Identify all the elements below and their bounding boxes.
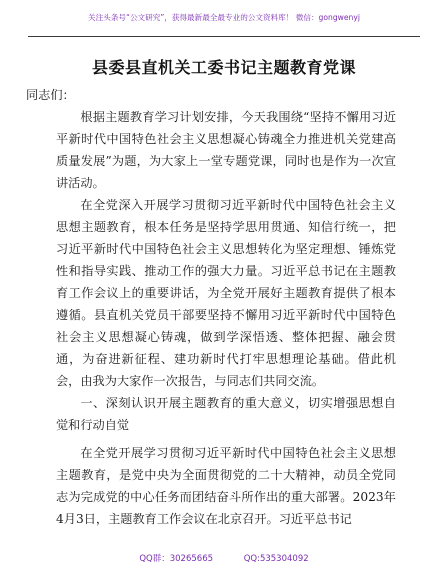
salutation: 同志们： xyxy=(26,88,75,102)
footer-qq: QQ:535304092 xyxy=(243,554,309,564)
document-title: 县委县直机关工委书记主题教育党课 xyxy=(91,58,356,77)
section-heading-one: 一、深刻认识开展主题教育的重大意义，切实增强思想自觉和行动自觉 xyxy=(56,396,396,432)
header-divider xyxy=(28,36,420,37)
document-body xyxy=(26,84,396,530)
paragraph-section-one: 在全党开展学习贯彻习近平新时代中国特色社会主义思想主题教育，是党中央为全面贯彻党的二十大精神，动员全党同志为完成党的中心任务而团结奋斗所作出的重大部署。2023年4月3日，主题教育工作会议在北京召开。习近平总书记 xyxy=(56,446,396,526)
paragraph-main: 在全党深入开展学习贯彻习近平新时代中国特色社会主义思想主题教育，根本任务是坚持学思用贯通、知信行统一，把习近平新时代中国特色社会主义思想转化为坚定理想、锤炼党性和指导实践、推动工作的强大力量。习近平总书记在主题教育工作会议上的重要讲话，为全党开展好主题教育提供了根本遵循。县直机关党员干部要坚持不懈用习近平新时代中国特色社会主义思想凝心铸魂，做到学深悟透、整体把握、融会贯通，为奋进新征程、建功新时代打牢思想理论基础。借此机会，由我为大家作一次报告，与同志们共同交流。 xyxy=(56,198,396,388)
footer-contact xyxy=(0,552,448,564)
paragraph-intro: 根据主题教育学习计划安排，今天我围绕“坚持不懈用习近平新时代中国特色社会主义思想凝心铸魂全力推进机关党建高质量发展”为题，为大家上一堂专题党课，同时也是作为一次宣讲活动。 xyxy=(56,110,396,190)
header-promo-note: 关注头条号“公文研究”，获得最新最全最专业的公文资料库！ 微信：gongwenyj xyxy=(88,13,360,22)
footer-qq-group: QQ群：30265665 xyxy=(139,554,214,564)
